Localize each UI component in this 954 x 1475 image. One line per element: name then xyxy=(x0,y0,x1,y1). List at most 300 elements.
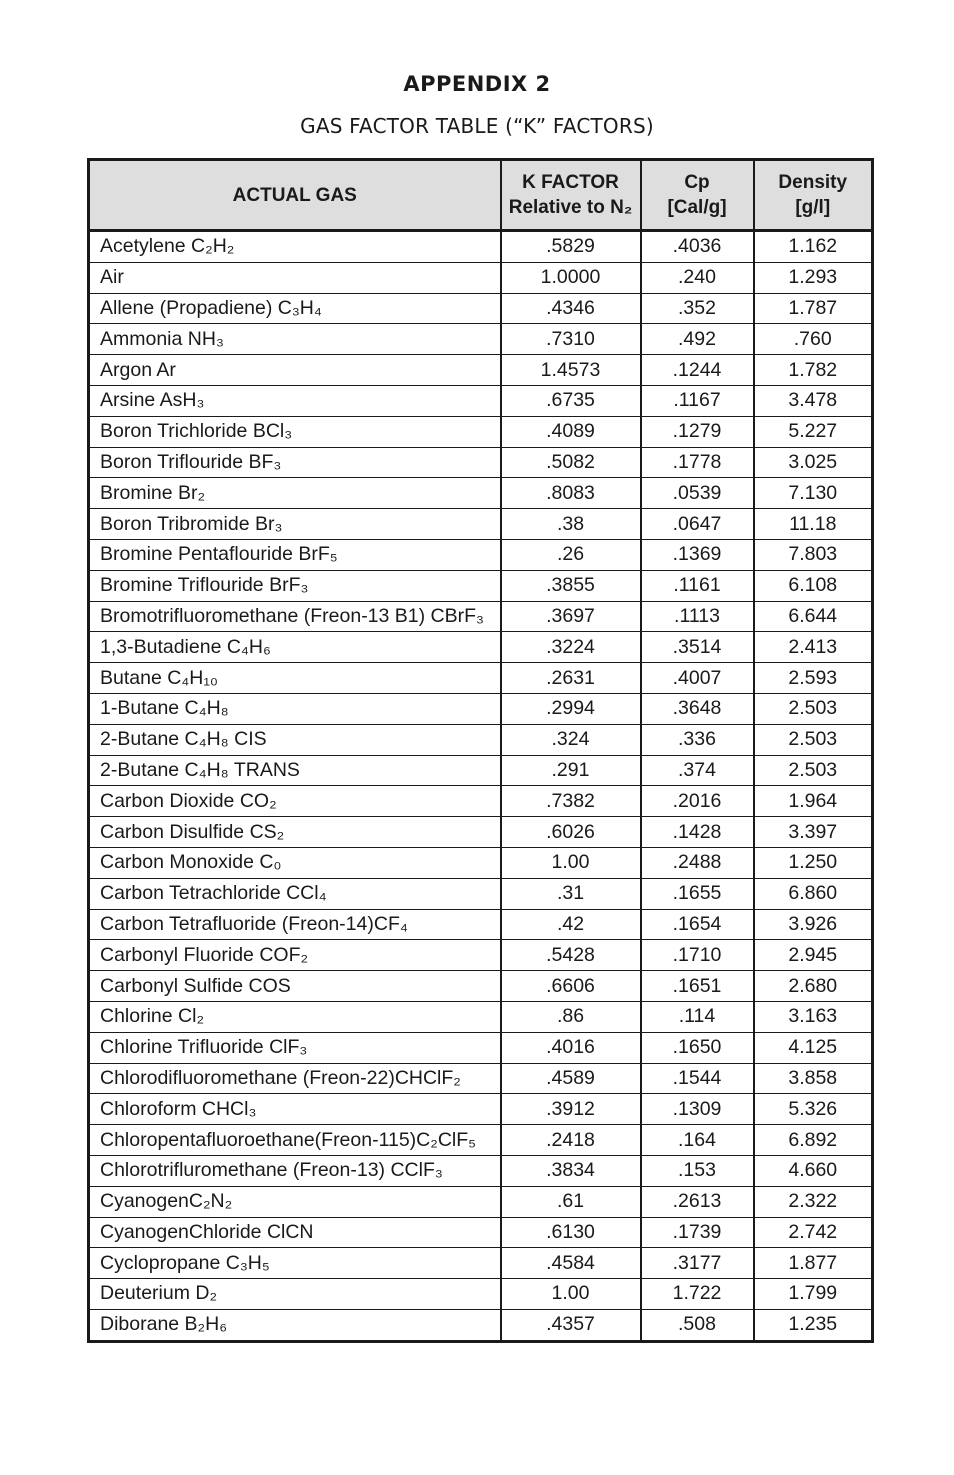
cp-cell xyxy=(641,293,754,324)
table-row xyxy=(89,1001,873,1032)
gas-name-cell-value: Chlorine Trifluoride ClF₃ xyxy=(100,1036,308,1059)
density-cell xyxy=(754,847,873,878)
k-factor-cell xyxy=(501,1155,641,1186)
k-factor-cell-value: .26 xyxy=(556,543,585,566)
density-cell xyxy=(754,1279,873,1310)
cp-cell-value: .2488 xyxy=(672,851,722,874)
cp-cell xyxy=(641,601,754,632)
gas-name-cell xyxy=(89,724,501,755)
k-factor-cell-value: .7382 xyxy=(546,789,595,812)
density-cell-value: 1.782 xyxy=(788,358,838,381)
k-factor-cell xyxy=(501,1279,641,1310)
cp-cell xyxy=(641,878,754,909)
table-row xyxy=(89,693,873,724)
table-row xyxy=(89,1279,873,1310)
k-factor-cell xyxy=(501,663,641,694)
density-cell xyxy=(754,693,873,724)
k-factor-cell xyxy=(501,509,641,540)
k-factor-cell-value: 1.4573 xyxy=(540,358,601,381)
table-row xyxy=(89,1032,873,1063)
k-factor-cell-value: .5428 xyxy=(546,943,595,966)
density-cell xyxy=(754,1094,873,1125)
cp-cell xyxy=(641,1032,754,1063)
k-factor-cell xyxy=(501,1063,641,1094)
gas-name-cell-value: Bromine Br₂ xyxy=(100,481,206,504)
gas-name-cell xyxy=(89,632,501,663)
cp-cell-value: .3648 xyxy=(672,697,722,720)
table-row xyxy=(89,755,873,786)
density-cell xyxy=(754,786,873,817)
gas-name-cell-value: CyanogenChloride ClCN xyxy=(100,1220,314,1243)
cp-cell xyxy=(641,416,754,447)
k-factor-cell xyxy=(501,847,641,878)
density-cell-value: 6.892 xyxy=(788,1128,838,1151)
gas-name-cell-value: Chlorotrifluromethane (Freon-13) CClF₃ xyxy=(100,1159,443,1182)
table-row xyxy=(89,355,873,386)
table-row xyxy=(89,878,873,909)
gas-name-cell-value: Boron Tribromide Br₃ xyxy=(100,512,283,535)
density-cell xyxy=(754,663,873,694)
gas-name-cell xyxy=(89,570,501,601)
gas-name-cell xyxy=(89,231,501,263)
cp-cell xyxy=(641,1125,754,1156)
cp-cell-value: .1309 xyxy=(672,1097,722,1120)
header-k-line2: Relative to N₂ xyxy=(508,197,633,218)
density-cell-value: 7.130 xyxy=(788,481,838,504)
k-factor-cell xyxy=(501,755,641,786)
table-row xyxy=(89,539,873,570)
density-cell-value: 3.478 xyxy=(788,389,838,412)
gas-name-cell-value: CyanogenC₂N₂ xyxy=(100,1190,233,1213)
k-factor-cell-value: .5829 xyxy=(546,235,595,258)
table-row xyxy=(89,1217,873,1248)
cp-cell-value: .3177 xyxy=(672,1251,722,1274)
density-cell xyxy=(754,416,873,447)
gas-name-cell xyxy=(89,817,501,848)
table-row xyxy=(89,1155,873,1186)
gas-name-cell-value: Carbon Tetrachloride CCl₄ xyxy=(100,882,327,905)
gas-name-cell-value: Chlorodifluoromethane (Freon-22)CHClF₂ xyxy=(100,1066,461,1089)
table-row xyxy=(89,1094,873,1125)
density-cell-value: 1.250 xyxy=(788,851,838,874)
density-cell xyxy=(754,1186,873,1217)
table-row xyxy=(89,231,873,263)
gas-name-cell-value: 1-Butane C₄H₈ xyxy=(100,697,229,720)
cp-cell-value: .1710 xyxy=(672,943,722,966)
table-row xyxy=(89,293,873,324)
k-factor-cell xyxy=(501,786,641,817)
density-cell xyxy=(754,909,873,940)
density-cell xyxy=(754,293,873,324)
density-cell xyxy=(754,447,873,478)
density-cell xyxy=(754,355,873,386)
density-cell-value: 2.945 xyxy=(788,943,838,966)
density-cell xyxy=(754,1155,873,1186)
gas-name-cell-value: Ammonia NH₃ xyxy=(100,327,224,350)
gas-name-cell xyxy=(89,601,501,632)
density-cell-value: 2.503 xyxy=(788,758,838,781)
gas-name-cell-value: Chlorine Cl₂ xyxy=(100,1005,205,1028)
table-row xyxy=(89,847,873,878)
gas-name-cell-value: Boron Trichloride BCl₃ xyxy=(100,420,293,443)
density-cell-value: 1.235 xyxy=(788,1313,838,1336)
gas-name-cell xyxy=(89,1155,501,1186)
density-cell-value: 11.18 xyxy=(789,512,837,535)
k-factor-cell xyxy=(501,632,641,663)
k-factor-cell xyxy=(501,447,641,478)
density-cell xyxy=(754,1248,873,1279)
density-cell-value: 1.162 xyxy=(788,235,838,258)
gas-name-cell-value: Carbonyl Sulfide COS xyxy=(100,974,291,997)
density-cell-value: 6.644 xyxy=(788,604,838,627)
k-factor-cell-value: .61 xyxy=(556,1190,585,1213)
gas-name-cell-value: Bromine Pentaflouride BrF₅ xyxy=(100,543,338,566)
density-cell xyxy=(754,539,873,570)
gas-factor-table xyxy=(87,158,874,1343)
density-cell-value: 4.660 xyxy=(788,1159,838,1182)
cp-cell-value: .1650 xyxy=(672,1036,722,1059)
gas-name-cell-value: Cyclopropane C₃H₅ xyxy=(100,1251,270,1274)
gas-name-cell xyxy=(89,1217,501,1248)
gas-name-cell xyxy=(89,878,501,909)
cp-cell xyxy=(641,231,754,263)
k-factor-cell-value: .4016 xyxy=(546,1036,595,1059)
density-cell-value: 6.860 xyxy=(788,882,838,905)
cp-cell xyxy=(641,539,754,570)
density-cell-value: 2.322 xyxy=(788,1190,838,1213)
density-cell xyxy=(754,1217,873,1248)
table-row xyxy=(89,1186,873,1217)
density-cell xyxy=(754,1032,873,1063)
gas-name-cell-value: Deuterium D₂ xyxy=(100,1282,218,1305)
header-density xyxy=(754,160,873,231)
table-row xyxy=(89,632,873,663)
density-cell-value: 1.877 xyxy=(788,1251,838,1274)
gas-name-cell-value: 1,3-Butadiene C₄H₆ xyxy=(100,635,271,658)
cp-cell-value: .508 xyxy=(678,1313,716,1336)
k-factor-cell-value: .6735 xyxy=(546,389,595,412)
cp-cell-value: .1654 xyxy=(672,912,722,935)
k-factor-cell-value: .291 xyxy=(551,758,590,781)
cp-cell-value: .1244 xyxy=(672,358,722,381)
k-factor-cell xyxy=(501,878,641,909)
gas-name-cell-value: Carbon Tetrafluoride (Freon-14)CF₄ xyxy=(100,912,408,935)
k-factor-cell xyxy=(501,231,641,263)
gas-name-cell xyxy=(89,1094,501,1125)
k-factor-cell-value: .4346 xyxy=(546,296,595,319)
k-factor-cell-value: .42 xyxy=(556,912,585,935)
k-factor-cell xyxy=(501,324,641,355)
table-row xyxy=(89,601,873,632)
cp-cell-value: .2613 xyxy=(672,1190,722,1213)
cp-cell xyxy=(641,1094,754,1125)
header-cp-line1: Cp xyxy=(684,172,710,193)
gas-name-cell-value: Bromotrifluoromethane (Freon-13 B1) CBrF₃ xyxy=(100,604,484,627)
cp-cell-value: .1279 xyxy=(672,420,722,443)
gas-name-cell xyxy=(89,293,501,324)
gas-name-cell-value: Air xyxy=(100,266,124,289)
gas-name-cell xyxy=(89,909,501,940)
density-cell xyxy=(754,324,873,355)
cp-cell-value: .1161 xyxy=(673,574,721,597)
table-row xyxy=(89,478,873,509)
table-body xyxy=(89,231,873,1342)
cp-cell-value: .1739 xyxy=(672,1220,722,1243)
density-cell-value: 2.503 xyxy=(788,728,838,751)
table-row xyxy=(89,385,873,416)
gas-name-cell-value: Carbon Dioxide CO₂ xyxy=(100,789,277,812)
k-factor-cell-value: .6606 xyxy=(546,974,595,997)
density-cell-value: .760 xyxy=(793,327,832,350)
k-factor-cell-value: .4589 xyxy=(546,1066,595,1089)
density-cell xyxy=(754,231,873,263)
gas-name-cell-value: Chloropentafluoroethane(Freon-115)C₂ClF₅ xyxy=(100,1128,477,1151)
cp-cell-value: .1655 xyxy=(672,882,722,905)
header-density-line2: [g/l] xyxy=(795,197,831,218)
table-row xyxy=(89,324,873,355)
appendix-heading: APPENDIX 2 xyxy=(403,72,551,96)
density-cell xyxy=(754,509,873,540)
k-factor-cell-value: .2418 xyxy=(546,1128,595,1151)
gas-name-cell-value: Argon Ar xyxy=(100,358,176,381)
k-factor-cell-value: .4584 xyxy=(546,1251,595,1274)
cp-cell-value: .492 xyxy=(678,327,716,350)
table-row xyxy=(89,817,873,848)
header-k-line1: K FACTOR xyxy=(522,172,619,193)
density-cell xyxy=(754,1309,873,1341)
header-gas-label: ACTUAL GAS xyxy=(232,184,357,206)
cp-cell xyxy=(641,693,754,724)
k-factor-cell xyxy=(501,355,641,386)
gas-name-cell xyxy=(89,786,501,817)
k-factor-cell-value: .31 xyxy=(556,882,585,905)
table-row xyxy=(89,447,873,478)
gas-name-cell xyxy=(89,847,501,878)
density-cell-value: 3.926 xyxy=(788,912,838,935)
cp-cell xyxy=(641,1217,754,1248)
gas-name-cell xyxy=(89,1309,501,1341)
density-cell xyxy=(754,632,873,663)
k-factor-cell xyxy=(501,1217,641,1248)
gas-name-cell-value: Carbonyl Fluoride COF₂ xyxy=(100,943,309,966)
density-cell-value: 1.964 xyxy=(788,789,838,812)
k-factor-cell xyxy=(501,1186,641,1217)
cp-cell xyxy=(641,447,754,478)
gas-name-cell xyxy=(89,478,501,509)
cp-cell xyxy=(641,940,754,971)
cp-cell xyxy=(641,971,754,1002)
k-factor-cell xyxy=(501,478,641,509)
cp-cell-value: 1.722 xyxy=(672,1282,722,1305)
k-factor-cell-value: .324 xyxy=(551,728,590,751)
cp-cell-value: .4007 xyxy=(672,666,722,689)
cp-cell-value: .114 xyxy=(678,1005,716,1028)
gas-name-cell xyxy=(89,447,501,478)
gas-name-cell xyxy=(89,262,501,293)
cp-cell xyxy=(641,786,754,817)
k-factor-cell-value: .38 xyxy=(556,512,585,535)
k-factor-cell xyxy=(501,1125,641,1156)
table-row xyxy=(89,1063,873,1094)
table-row xyxy=(89,786,873,817)
gas-name-cell xyxy=(89,539,501,570)
cp-cell-value: .1113 xyxy=(674,604,720,627)
cp-cell xyxy=(641,509,754,540)
k-factor-cell xyxy=(501,1001,641,1032)
density-cell-value: 2.593 xyxy=(788,666,838,689)
gas-name-cell xyxy=(89,1248,501,1279)
k-factor-cell xyxy=(501,416,641,447)
cp-cell-value: .0647 xyxy=(672,512,722,535)
gas-name-cell xyxy=(89,755,501,786)
k-factor-cell xyxy=(501,570,641,601)
density-cell-value: 5.227 xyxy=(788,420,838,443)
cp-cell-value: .0539 xyxy=(672,481,722,504)
density-cell-value: 2.680 xyxy=(788,974,838,997)
gas-name-cell xyxy=(89,1125,501,1156)
density-cell-value: 1.293 xyxy=(788,266,838,289)
header-density-line1: Density xyxy=(778,172,848,193)
table-row xyxy=(89,509,873,540)
k-factor-cell xyxy=(501,601,641,632)
gas-name-cell xyxy=(89,355,501,386)
table-row xyxy=(89,1248,873,1279)
density-cell xyxy=(754,601,873,632)
density-cell-value: 4.125 xyxy=(788,1036,838,1059)
cp-cell xyxy=(641,755,754,786)
table-row xyxy=(89,570,873,601)
k-factor-cell-value: .3834 xyxy=(546,1159,595,1182)
density-cell xyxy=(754,1063,873,1094)
k-factor-cell xyxy=(501,539,641,570)
density-cell xyxy=(754,478,873,509)
cp-cell-value: .153 xyxy=(678,1159,716,1182)
density-cell-value: 1.799 xyxy=(788,1282,838,1305)
k-factor-cell-value: .3224 xyxy=(546,635,595,658)
cp-cell-value: .1778 xyxy=(672,450,722,473)
cp-cell-value: .1544 xyxy=(672,1066,722,1089)
k-factor-cell xyxy=(501,262,641,293)
cp-cell xyxy=(641,817,754,848)
gas-name-cell-value: Diborane B₂H₆ xyxy=(100,1313,228,1336)
gas-name-cell-value: Carbon Disulfide CS₂ xyxy=(100,820,285,843)
cp-cell xyxy=(641,478,754,509)
k-factor-cell-value: .6026 xyxy=(546,820,595,843)
cp-cell-value: .1428 xyxy=(672,820,722,843)
table-row xyxy=(89,724,873,755)
density-cell xyxy=(754,724,873,755)
k-factor-cell xyxy=(501,724,641,755)
k-factor-cell-value: .4357 xyxy=(546,1313,595,1336)
k-factor-cell-value: .3912 xyxy=(546,1097,595,1120)
gas-name-cell xyxy=(89,971,501,1002)
k-factor-cell-value: .86 xyxy=(556,1005,585,1028)
k-factor-cell xyxy=(501,1094,641,1125)
k-factor-cell-value: .2994 xyxy=(546,697,595,720)
density-cell-value: 5.326 xyxy=(788,1097,838,1120)
table-row xyxy=(89,940,873,971)
cp-cell xyxy=(641,1248,754,1279)
gas-name-cell-value: Chloroform CHCl₃ xyxy=(100,1097,257,1120)
density-cell xyxy=(754,940,873,971)
gas-name-cell xyxy=(89,663,501,694)
cp-cell xyxy=(641,1155,754,1186)
table-subtitle: GAS FACTOR TABLE (“K” FACTORS) xyxy=(300,114,654,138)
k-factor-cell-value: .5082 xyxy=(546,450,595,473)
k-factor-cell-value: .7310 xyxy=(546,327,595,350)
gas-name-cell xyxy=(89,1279,501,1310)
cp-cell xyxy=(641,847,754,878)
cp-cell xyxy=(641,1309,754,1341)
cp-cell xyxy=(641,1063,754,1094)
density-cell xyxy=(754,570,873,601)
table-row xyxy=(89,262,873,293)
cp-cell-value: .1369 xyxy=(672,543,722,566)
k-factor-cell-value: .8083 xyxy=(546,481,595,504)
cp-cell xyxy=(641,1279,754,1310)
header-cp-line2: [Cal/g] xyxy=(667,197,727,218)
table-row xyxy=(89,416,873,447)
cp-cell xyxy=(641,385,754,416)
header-actual-gas xyxy=(89,160,501,231)
gas-name-cell-value: Arsine AsH₃ xyxy=(100,389,205,412)
cp-cell xyxy=(641,570,754,601)
gas-name-cell xyxy=(89,324,501,355)
k-factor-cell xyxy=(501,293,641,324)
gas-name-cell xyxy=(89,1001,501,1032)
density-cell-value: 2.413 xyxy=(788,635,838,658)
table-row xyxy=(89,1309,873,1341)
density-cell-value: 3.858 xyxy=(788,1066,838,1089)
cp-cell xyxy=(641,909,754,940)
gas-name-cell xyxy=(89,1063,501,1094)
gas-name-cell xyxy=(89,416,501,447)
cp-cell xyxy=(641,355,754,386)
gas-name-cell xyxy=(89,1032,501,1063)
header-cp xyxy=(641,160,754,231)
gas-name-cell-value: 2-Butane C₄H₈ CIS xyxy=(100,728,267,751)
density-cell xyxy=(754,1125,873,1156)
density-cell-value: 2.503 xyxy=(788,697,838,720)
cp-cell-value: .240 xyxy=(678,266,716,289)
cp-cell-value: .352 xyxy=(678,296,716,319)
k-factor-cell xyxy=(501,385,641,416)
density-cell-value: 3.397 xyxy=(788,820,838,843)
k-factor-cell xyxy=(501,940,641,971)
cp-cell-value: .374 xyxy=(678,758,716,781)
cp-cell xyxy=(641,1186,754,1217)
gas-name-cell-value: Bromine Triflouride BrF₃ xyxy=(100,574,309,597)
gas-name-cell-value: Acetylene C₂H₂ xyxy=(100,235,235,258)
gas-name-cell xyxy=(89,693,501,724)
density-cell xyxy=(754,817,873,848)
cp-cell-value: .336 xyxy=(678,728,716,751)
cp-cell-value: .1167 xyxy=(673,389,721,412)
cp-cell xyxy=(641,1001,754,1032)
gas-name-cell xyxy=(89,385,501,416)
k-factor-cell-value: .3855 xyxy=(546,574,595,597)
gas-name-cell xyxy=(89,1186,501,1217)
k-factor-cell-value: .6130 xyxy=(546,1220,595,1243)
k-factor-cell xyxy=(501,1032,641,1063)
k-factor-cell-value: 1.0000 xyxy=(540,266,601,289)
density-cell xyxy=(754,385,873,416)
density-cell-value: 3.163 xyxy=(788,1005,838,1028)
density-cell-value: 1.787 xyxy=(788,296,838,319)
cp-cell xyxy=(641,324,754,355)
density-cell-value: 6.108 xyxy=(788,574,838,597)
table-row xyxy=(89,663,873,694)
